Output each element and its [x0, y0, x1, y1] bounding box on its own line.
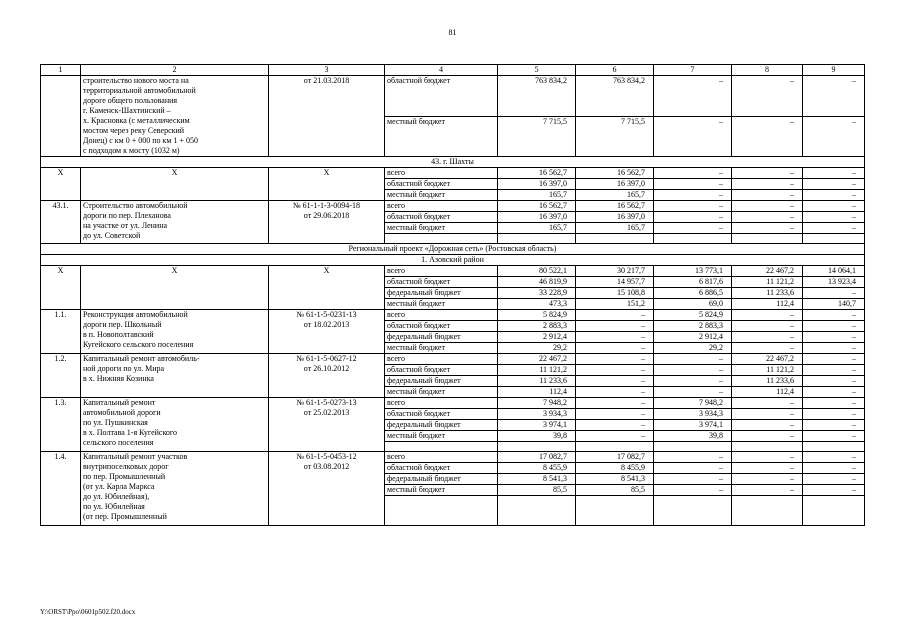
amount-v6: – — [576, 409, 654, 420]
item-name-line: Реконструкция автомобильной — [83, 310, 188, 319]
empty-cell — [654, 496, 732, 526]
amount-v6: 14 957,7 — [576, 277, 654, 288]
amount-v6: – — [576, 376, 654, 387]
item-name — [81, 76, 269, 157]
item-name — [81, 310, 269, 354]
funding-source: областной бюджет — [385, 463, 498, 474]
document-line: от 21.03.2018 — [303, 76, 350, 85]
item-document — [269, 398, 385, 452]
amount-v5: 3 934,3 — [498, 409, 576, 420]
amount-v5: 112,4 — [498, 387, 576, 398]
document-line: № 61-1-5-0627-12 — [296, 354, 357, 363]
table-row — [41, 168, 865, 179]
amount-v9: – — [803, 179, 865, 190]
amount-v6: 85,5 — [576, 485, 654, 496]
empty-cell — [498, 442, 576, 452]
amount-v9: 140,7 — [803, 299, 865, 310]
table-row — [41, 266, 865, 277]
funding-source: местный бюджет — [385, 431, 498, 442]
item-name-line: (от пер. Промышленный — [83, 512, 167, 521]
document-line: № 61-1-5-0273-13 — [296, 398, 357, 407]
item-name-line: автомобильной дороги — [83, 408, 161, 417]
document-line: № 61-1-5-0453-12 — [296, 452, 357, 461]
item-document — [269, 354, 385, 398]
table-row — [41, 452, 865, 463]
amount-v9: 13 923,4 — [803, 277, 865, 288]
amount-v8: – — [732, 190, 803, 201]
funding-source: областной бюджет — [385, 179, 498, 190]
amount-v6: 16 397,0 — [576, 212, 654, 223]
amount-v6: – — [576, 310, 654, 321]
amount-v6: – — [576, 431, 654, 442]
amount-v7: – — [654, 212, 732, 223]
amount-v6: 8 455,9 — [576, 463, 654, 474]
amount-v5: 3 974,1 — [498, 420, 576, 431]
item-name-line: по ул. Пушкинская — [83, 418, 148, 427]
funding-source: местный бюджет — [385, 485, 498, 496]
amount-v6: 165,7 — [576, 190, 654, 201]
item-name-line: Кугейского сельского поселения — [83, 340, 194, 349]
amount-v5: 11 233,6 — [498, 376, 576, 387]
item-name-line: внутрипоселковых дорог — [83, 462, 169, 471]
amount-v7: – — [654, 365, 732, 376]
amount-v7: 6 817,6 — [654, 277, 732, 288]
amount-v7: 2 912,4 — [654, 332, 732, 343]
column-number: 5 — [498, 65, 576, 76]
section-title-row — [41, 157, 865, 168]
amount-v8: – — [732, 212, 803, 223]
table-row — [41, 201, 865, 212]
amount-v5: 8 541,3 — [498, 474, 576, 485]
amount-v7: 69,0 — [654, 299, 732, 310]
amount-v7: 6 886,5 — [654, 288, 732, 299]
table-row — [41, 310, 865, 321]
amount-v7: – — [654, 485, 732, 496]
funding-source: федеральный бюджет — [385, 288, 498, 299]
funding-source: местный бюджет — [385, 343, 498, 354]
amount-v7: – — [654, 463, 732, 474]
amount-v8: – — [732, 420, 803, 431]
amount-v8: 112,4 — [732, 299, 803, 310]
item-name-line: ной дороги по ул. Мира — [83, 364, 165, 373]
amount-v9: – — [803, 212, 865, 223]
column-number: 4 — [385, 65, 498, 76]
empty-cell — [654, 234, 732, 244]
amount-v9: – — [803, 332, 865, 343]
item-number: 1.2. — [41, 354, 81, 398]
amount-v9: – — [803, 354, 865, 365]
amount-v8: – — [732, 409, 803, 420]
funding-source: федеральный бюджет — [385, 420, 498, 431]
amount-v9: – — [803, 310, 865, 321]
amount-v6: – — [576, 387, 654, 398]
funding-source: местный бюджет — [385, 190, 498, 201]
section-title: 43. г. Шахты — [41, 157, 865, 168]
empty-cell — [498, 234, 576, 244]
amount-v7: – — [654, 179, 732, 190]
amount-v9: – — [803, 288, 865, 299]
item-name-line: в х. Нижняя Козинка — [83, 374, 154, 383]
item-name-line: на участке от ул. Ленина — [83, 221, 168, 230]
item-name-line: территориальной автомобильной — [83, 86, 196, 95]
funding-source: федеральный бюджет — [385, 376, 498, 387]
funding-source: местный бюджет — [385, 223, 498, 234]
amount-v6: 16 397,0 — [576, 179, 654, 190]
item-number — [41, 76, 81, 157]
empty-cell — [803, 496, 865, 526]
document-line: от 29.06.2018 — [303, 211, 350, 220]
amount-v5: 80 522,1 — [498, 266, 576, 277]
amount-v6: 16 562,7 — [576, 168, 654, 179]
amount-v6: – — [576, 343, 654, 354]
amount-v9: – — [803, 376, 865, 387]
amount-v6: – — [576, 365, 654, 376]
empty-cell — [732, 234, 803, 244]
amount-v9: – — [803, 409, 865, 420]
amount-v8: – — [732, 168, 803, 179]
amount-v7: – — [654, 223, 732, 234]
amount-v5: 29,2 — [498, 343, 576, 354]
item-name-line: х. Красновка (с металлическим — [83, 116, 190, 125]
amount-v9: – — [803, 365, 865, 376]
amount-v8: 11 233,6 — [732, 288, 803, 299]
item-name-line: сельского поселения — [83, 438, 154, 447]
amount-v6: 165,7 — [576, 223, 654, 234]
amount-v7: 3 974,1 — [654, 420, 732, 431]
amount-v6: 8 541,3 — [576, 474, 654, 485]
document-line: от 18.02.2013 — [303, 320, 350, 329]
amount-v9: – — [803, 168, 865, 179]
funding-source: местный бюджет — [385, 299, 498, 310]
funding-source: областной бюджет — [385, 365, 498, 376]
amount-v6: 763 834,2 — [576, 76, 654, 117]
item-name — [81, 354, 269, 398]
amount-v8: – — [732, 179, 803, 190]
empty-cell — [803, 442, 865, 452]
amount-v7: – — [654, 452, 732, 463]
table-row — [41, 354, 865, 365]
amount-v8: – — [732, 201, 803, 212]
item-name — [81, 452, 269, 526]
item-name-line: по пер. Промышленный — [83, 472, 166, 481]
amount-v5: 7 948,2 — [498, 398, 576, 409]
file-path: Y:\ORST\Ppo\0601p502.f20.docx — [40, 608, 136, 616]
amount-v8: – — [732, 310, 803, 321]
item-name-line: с подходом к мосту (1032 м) — [83, 146, 180, 155]
document-line: от 25.02.2013 — [303, 408, 350, 417]
column-number: 8 — [732, 65, 803, 76]
amount-v8: – — [732, 474, 803, 485]
table-row — [41, 398, 865, 409]
funding-source: областной бюджет — [385, 212, 498, 223]
amount-v5: 2 883,3 — [498, 321, 576, 332]
empty-cell — [576, 496, 654, 526]
item-name-line: г. Каменск-Шахтинский – — [83, 106, 171, 115]
item-name — [81, 398, 269, 452]
amount-v8: – — [732, 321, 803, 332]
amount-v9: – — [803, 76, 865, 117]
amount-v5: 39,8 — [498, 431, 576, 442]
funding-source: местный бюджет — [385, 116, 498, 157]
amount-v9: 14 064,1 — [803, 266, 865, 277]
amount-v7: 3 934,3 — [654, 409, 732, 420]
item-document — [269, 452, 385, 526]
amount-v7: 7 948,2 — [654, 398, 732, 409]
amount-v6: – — [576, 420, 654, 431]
amount-v8: – — [732, 76, 803, 117]
amount-v8: 22 467,2 — [732, 354, 803, 365]
item-name-cross: Х — [81, 266, 269, 310]
amount-v7: – — [654, 474, 732, 485]
empty-cell — [732, 442, 803, 452]
amount-v6: – — [576, 332, 654, 343]
amount-v5: 16 562,7 — [498, 201, 576, 212]
item-number-cross: Х — [41, 168, 81, 201]
column-number: 6 — [576, 65, 654, 76]
item-number: 1.4. — [41, 452, 81, 526]
amount-v9: – — [803, 343, 865, 354]
item-name-line: по ул. Юбилейная — [83, 502, 145, 511]
item-name-line: в п. Новополтавский — [83, 330, 154, 339]
amount-v7: – — [654, 354, 732, 365]
amount-v5: 763 834,2 — [498, 76, 576, 117]
document-line: от 03.08.2012 — [303, 462, 350, 471]
amount-v7: 5 824,9 — [654, 310, 732, 321]
item-number: 43.1. — [41, 201, 81, 244]
amount-v5: 165,7 — [498, 190, 576, 201]
item-number-cross: Х — [41, 266, 81, 310]
section-title-row — [41, 244, 865, 255]
funding-source: местный бюджет — [385, 387, 498, 398]
funding-source: областной бюджет — [385, 321, 498, 332]
document-line: № 61-1-5-0231-13 — [296, 310, 357, 319]
district-title: 1. Азовский район — [41, 255, 865, 266]
amount-v7: – — [654, 190, 732, 201]
amount-v5: 5 824,9 — [498, 310, 576, 321]
table-row — [41, 76, 865, 117]
empty-cell — [498, 496, 576, 526]
empty-cell — [385, 442, 498, 452]
amount-v7: 2 883,3 — [654, 321, 732, 332]
amount-v8: – — [732, 463, 803, 474]
item-name-line: дороги по пер. Плеханова — [83, 211, 171, 220]
amount-v7: 29,2 — [654, 343, 732, 354]
amount-v7: – — [654, 376, 732, 387]
item-number: 1.1. — [41, 310, 81, 354]
funding-source: всего — [385, 452, 498, 463]
item-name-line: Капитальный ремонт — [83, 398, 156, 407]
amount-v5: 46 819,9 — [498, 277, 576, 288]
item-document — [269, 201, 385, 244]
amount-v6: 17 082,7 — [576, 452, 654, 463]
amount-v7: – — [654, 168, 732, 179]
item-name-cross: Х — [81, 168, 269, 201]
item-name-line: до ул. Советской — [83, 231, 141, 240]
column-number-row — [41, 65, 865, 76]
amount-v9: – — [803, 474, 865, 485]
amount-v5: 16 397,0 — [498, 179, 576, 190]
amount-v8: – — [732, 485, 803, 496]
amount-v9: – — [803, 116, 865, 157]
amount-v5: 473,3 — [498, 299, 576, 310]
amount-v7: 13 773,1 — [654, 266, 732, 277]
amount-v5: 7 715,5 — [498, 116, 576, 157]
item-document — [269, 310, 385, 354]
amount-v6: 15 108,8 — [576, 288, 654, 299]
funding-source: всего — [385, 266, 498, 277]
page-number: 81 — [448, 28, 457, 37]
column-number: 2 — [81, 65, 269, 76]
amount-v7: – — [654, 387, 732, 398]
amount-v6: 30 217,7 — [576, 266, 654, 277]
amount-v8: 112,4 — [732, 387, 803, 398]
empty-cell — [576, 234, 654, 244]
amount-v9: – — [803, 420, 865, 431]
amount-v5: 11 121,2 — [498, 365, 576, 376]
item-name — [81, 201, 269, 244]
amount-v5: 16 562,7 — [498, 168, 576, 179]
amount-v8: 11 121,2 — [732, 365, 803, 376]
item-name-line: до ул. Юбилейная), — [83, 492, 150, 501]
funding-source: федеральный бюджет — [385, 332, 498, 343]
funding-source: областной бюджет — [385, 277, 498, 288]
column-number: 7 — [654, 65, 732, 76]
item-name-line: в х. Полтава 1-я Кугейского — [83, 428, 178, 437]
funding-source: всего — [385, 310, 498, 321]
empty-cell — [654, 442, 732, 452]
item-document-cross: Х — [269, 266, 385, 310]
amount-v5: 8 455,9 — [498, 463, 576, 474]
item-name-line: Капитальный ремонт участков — [83, 452, 188, 461]
item-name-line: мостом через реку Северский — [83, 126, 185, 135]
document-line: № 61-1-1-3-0094-18 — [293, 201, 360, 210]
column-number: 1 — [41, 65, 81, 76]
amount-v7: – — [654, 201, 732, 212]
amount-v5: 16 397,0 — [498, 212, 576, 223]
amount-v5: 165,7 — [498, 223, 576, 234]
amount-v9: – — [803, 223, 865, 234]
empty-cell — [576, 442, 654, 452]
amount-v9: – — [803, 463, 865, 474]
empty-cell — [732, 496, 803, 526]
amount-v8: 11 233,6 — [732, 376, 803, 387]
amount-v6: – — [576, 321, 654, 332]
empty-cell — [385, 234, 498, 244]
amount-v5: 2 912,4 — [498, 332, 576, 343]
item-document-cross: Х — [269, 168, 385, 201]
regional-project-title: Региональный проект «Дорожная сеть» (Ростовская область) — [41, 244, 865, 255]
amount-v5: 85,5 — [498, 485, 576, 496]
amount-v6: – — [576, 354, 654, 365]
document-line: от 26.10.2012 — [303, 364, 350, 373]
amount-v9: – — [803, 321, 865, 332]
amount-v5: 22 467,2 — [498, 354, 576, 365]
amount-v8: – — [732, 431, 803, 442]
item-name-line: Донец) с км 0 + 000 по км 1 + 050 — [83, 136, 198, 145]
funding-source: федеральный бюджет — [385, 474, 498, 485]
item-name-line: Строительство автомобильной — [83, 201, 188, 210]
funding-source: областной бюджет — [385, 76, 498, 117]
item-name-line: строительство нового моста на — [83, 76, 189, 85]
amount-v9: – — [803, 201, 865, 212]
amount-v8: – — [732, 398, 803, 409]
section-title-row — [41, 255, 865, 266]
amount-v8: – — [732, 223, 803, 234]
funding-source: всего — [385, 354, 498, 365]
item-name-line: дороге общего пользования — [83, 96, 178, 105]
amount-v9: – — [803, 190, 865, 201]
amount-v9: – — [803, 387, 865, 398]
amount-v9: – — [803, 485, 865, 496]
amount-v9: – — [803, 398, 865, 409]
amount-v6: 7 715,5 — [576, 116, 654, 157]
amount-v5: 17 082,7 — [498, 452, 576, 463]
funding-source: областной бюджет — [385, 409, 498, 420]
item-name-line: дороги пер. Школьный — [83, 320, 162, 329]
amount-v8: – — [732, 343, 803, 354]
item-number: 1.3. — [41, 398, 81, 452]
amount-v8: 11 121,2 — [732, 277, 803, 288]
financing-table — [40, 64, 865, 526]
amount-v6: 16 562,7 — [576, 201, 654, 212]
item-document — [269, 76, 385, 157]
item-name-line: Капитальный ремонт автомобиль- — [83, 354, 200, 363]
funding-source: всего — [385, 168, 498, 179]
amount-v8: – — [732, 332, 803, 343]
amount-v5: 33 228,9 — [498, 288, 576, 299]
amount-v7: 39,8 — [654, 431, 732, 442]
amount-v8: 22 467,2 — [732, 266, 803, 277]
empty-cell — [385, 496, 498, 526]
empty-cell — [803, 234, 865, 244]
amount-v7: – — [654, 116, 732, 157]
amount-v9: – — [803, 452, 865, 463]
amount-v9: – — [803, 431, 865, 442]
amount-v8: – — [732, 452, 803, 463]
column-number: 9 — [803, 65, 865, 76]
amount-v8: – — [732, 116, 803, 157]
amount-v6: 151,2 — [576, 299, 654, 310]
column-number: 3 — [269, 65, 385, 76]
funding-source: всего — [385, 201, 498, 212]
amount-v6: – — [576, 398, 654, 409]
funding-source: всего — [385, 398, 498, 409]
item-name-line: (от ул. Карла Маркса — [83, 482, 155, 491]
amount-v7: – — [654, 76, 732, 117]
